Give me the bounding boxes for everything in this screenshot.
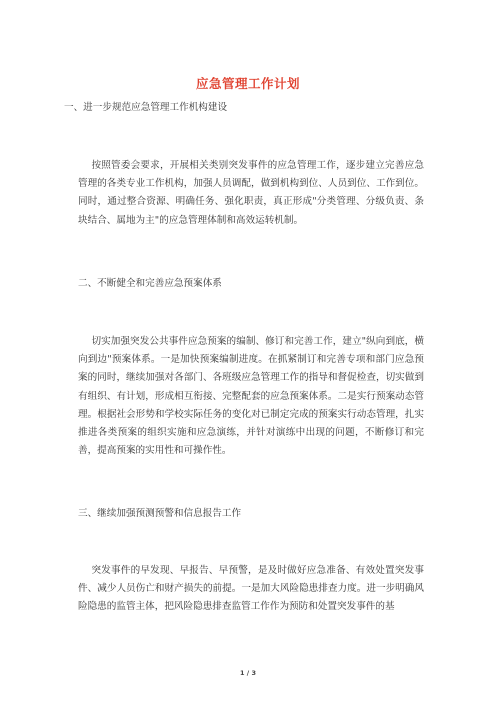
document-title: 应急管理工作计划 (195, 76, 300, 91)
section-paragraph-2: 切实加强突发公共事件应急预案的编制、修订和完善工作，建立"纵向到底，横向到边"预案体系。一是加快预案编制进度。在抓紧制订和完善专项和部门应急预案的同时，继续加强对各部门、各班级应急管理工作的指导和督促检查，切实做到有组织、有计划，形成相互衔接、完整配套的应急预案体系。二是实行预案动态管理。根据社会形势和学校实际任务的变化对已制定完成的预案实行动态管理，扎实推进各类预案的组织实施和应急演练，并针对演练中出现的问题，不断修订和完善，提高预案的实用性和可操作性。 (78, 336, 424, 457)
section-heading-2: 二、不断健全和完善应急预案体系 (78, 278, 222, 289)
section-paragraph-3: 突发事件的早发现、早报告、早预警，是及时做好应急准备、有效处置突发事件、减少人员伤亡和财产损失的前提。一是加大风险隐患排查力度。进一步明确风险隐患的监管主体，把风险隐患排查监管工作作为预防和处置突发事件的基 (78, 565, 424, 613)
page-number: 1 / 3 (240, 669, 256, 677)
section-heading-1: 一、进一步规范应急管理工作机构建设 (64, 102, 228, 113)
section-paragraph-1: 按照管委会要求，开展相关类别突发事件的应急管理工作，逐步建立完善应急管理的各类专业工作机构，加强人员调配，做到机构到位、人员到位、工作到位。同时，通过整合资源、明确任务、强化职责，真正形成"分类管理、分级负责、条块结合、属地为主"的应急管理体制和高效运转机制。 (78, 160, 424, 226)
section-heading-3: 三、继续加强预测预警和信息报告工作 (78, 508, 242, 519)
